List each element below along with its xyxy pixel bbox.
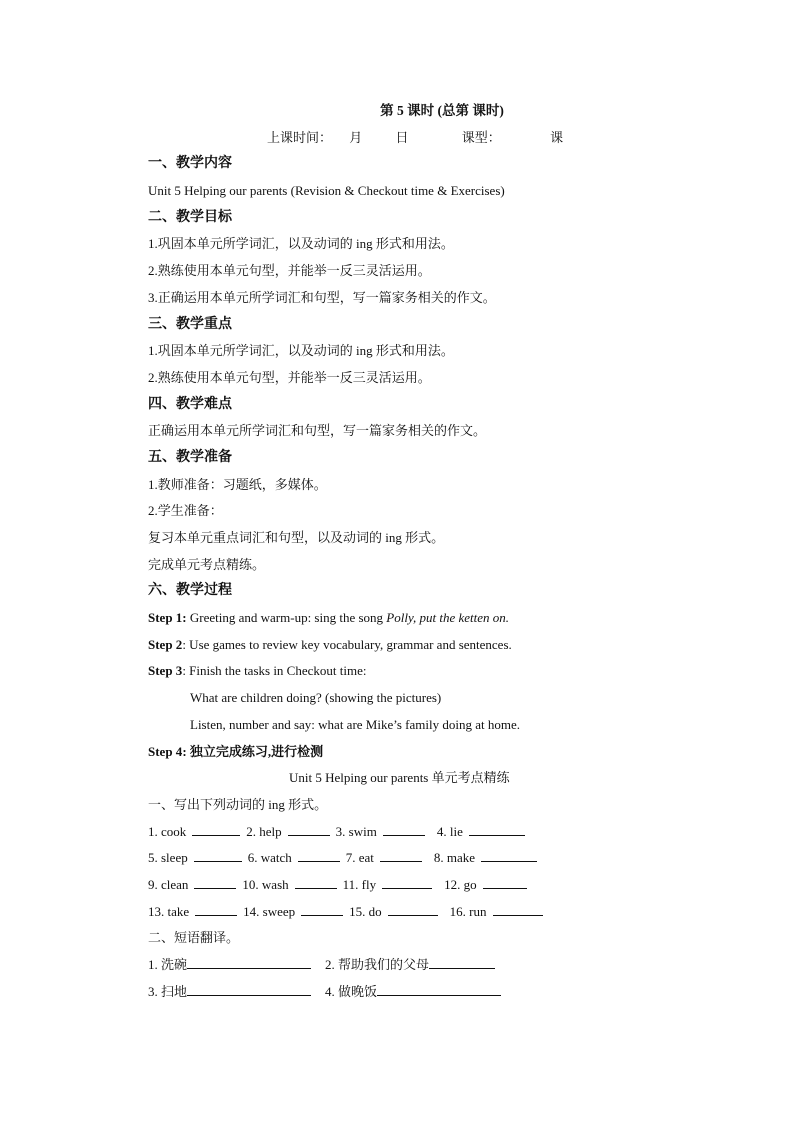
step-4-text: : 独立完成练习,进行检测 [182,743,324,759]
verb-item: 3. swim [335,823,377,839]
phrase-item: 2. 帮助我们的父母 [325,957,430,972]
verb-item: 6. watch [247,850,292,866]
goal-item: 1.巩固本单元所学词汇，以及动词的 ing 形式和用法。 [148,236,454,252]
step-1 [148,605,708,632]
step-3 [148,658,708,685]
exercise-row [148,819,708,846]
preparation-item: 完成单元考点精练。 [148,556,266,572]
step-4-label: Step 4 [148,743,183,759]
answer-blank[interactable] [298,847,340,862]
translation-row [148,979,708,1006]
step-1-label: Step 1: [148,610,187,626]
step-3-label: Step 3 [148,663,183,679]
phrase-item: 1. 洗碗 [148,957,188,972]
answer-blank[interactable] [377,981,501,996]
step-3-subitem: Listen, number and say: what are Mike’s family doing at home. [190,716,520,732]
lesson-type-label: 课型： [461,129,501,145]
preparation-item: 1.教师准备：习题纸，多媒体。 [148,476,327,492]
exercise-part1-heading: 一、写出下列动词的 ing 形式。 [148,796,328,812]
content-heading: 一、教学内容 [148,156,232,172]
exercise-part2-heading: 二、短语翻译。 [148,930,240,946]
content-text: Unit 5 Helping our parents (Revision & Checkout time & Exercises) [148,183,505,199]
phrase-item: 3. 扫地 [148,983,188,999]
translation-row [148,952,708,979]
key-point-item: 2.熟练使用本单元句型，并能举一反三灵活运用。 [148,369,431,385]
difficult-points-heading: 四、教学难点 [148,396,232,412]
step-2-label: Step 2 [148,636,183,652]
verb-item: 14. sweep [243,903,296,919]
verb-item: 8. make [433,850,476,866]
step-2 [148,632,708,659]
lesson-plan-page [148,98,708,1005]
answer-blank[interactable] [187,954,311,969]
difficult-points-text: 正确运用本单元所学词汇和句型，写一篇家务相关的作文。 [148,423,487,439]
answer-blank[interactable] [194,874,236,889]
verb-item: 12. go [444,876,477,892]
day-label: 日 [395,129,409,145]
answer-blank[interactable] [187,981,311,996]
answer-blank[interactable] [383,821,425,836]
key-points-heading: 三、教学重点 [148,316,232,332]
verb-item: 11. fly [342,876,377,892]
verb-item: 1. cook [148,823,187,839]
verb-item: 13. take [148,903,190,919]
answer-blank[interactable] [301,901,343,916]
answer-blank[interactable] [195,901,237,916]
answer-blank[interactable] [295,874,337,889]
exercise-row [148,899,708,926]
verb-item: 9. clean [148,876,189,892]
answer-blank[interactable] [192,821,240,836]
key-point-item: 1.巩固本单元所学词汇，以及动词的 ing 形式和用法。 [148,343,454,359]
answer-blank[interactable] [194,847,242,862]
month-label: 月 [349,129,363,145]
answer-blank[interactable] [483,874,527,889]
answer-blank[interactable] [493,901,543,916]
class-time-label: 上课时间： [267,129,333,145]
step-1-song: Polly, put the ketten on. [386,610,510,626]
verb-item: 4. lie [436,823,463,839]
lesson-label: 课 [550,129,564,145]
answer-blank[interactable] [481,847,537,862]
verb-item: 2. help [246,823,282,839]
answer-blank[interactable] [380,847,422,862]
step-4 [148,739,708,766]
step-1-text: Greeting and warm-up: sing the song [186,610,387,626]
goal-item: 3.正确运用本单元所学词汇和句型，写一篇家务相关的作文。 [148,289,496,305]
goal-item: 2.熟练使用本单元句型，并能举一反三灵活运用。 [148,263,431,279]
preparation-item: 2.学生准备： [148,503,223,519]
exercise-row [148,845,708,872]
answer-blank[interactable] [382,874,432,889]
answer-blank[interactable] [429,954,495,969]
verb-item: 5. sleep [148,850,188,866]
step-2-text: : Use games to review key vocabulary, grammar and sentences. [182,636,512,652]
phrase-item: 4. 做晚饭 [325,983,378,999]
exercise-row [148,872,708,899]
page-title: 第 5 课时 (总第 课时) [380,103,504,118]
preparation-item: 复习本单元重点词汇和句型，以及动词的 ing 形式。 [148,530,445,545]
verb-item: 7. eat [345,850,374,866]
class-info-line [148,125,708,152]
answer-blank[interactable] [469,821,525,836]
process-heading: 六、教学过程 [148,583,232,599]
goals-heading: 二、教学目标 [148,209,232,225]
answer-blank[interactable] [288,821,330,836]
verb-item: 15. do [349,903,382,919]
preparation-heading: 五、教学准备 [148,449,232,465]
exercise-title: Unit 5 Helping our parents 单元考点精练 [289,770,510,786]
answer-blank[interactable] [388,901,438,916]
step-3-subitem: What are children doing? (showing the pictures) [190,690,442,706]
verb-item: 10. wash [242,876,289,892]
verb-item: 16. run [449,903,487,919]
step-3-text: : Finish the tasks in Checkout time: [182,663,367,679]
